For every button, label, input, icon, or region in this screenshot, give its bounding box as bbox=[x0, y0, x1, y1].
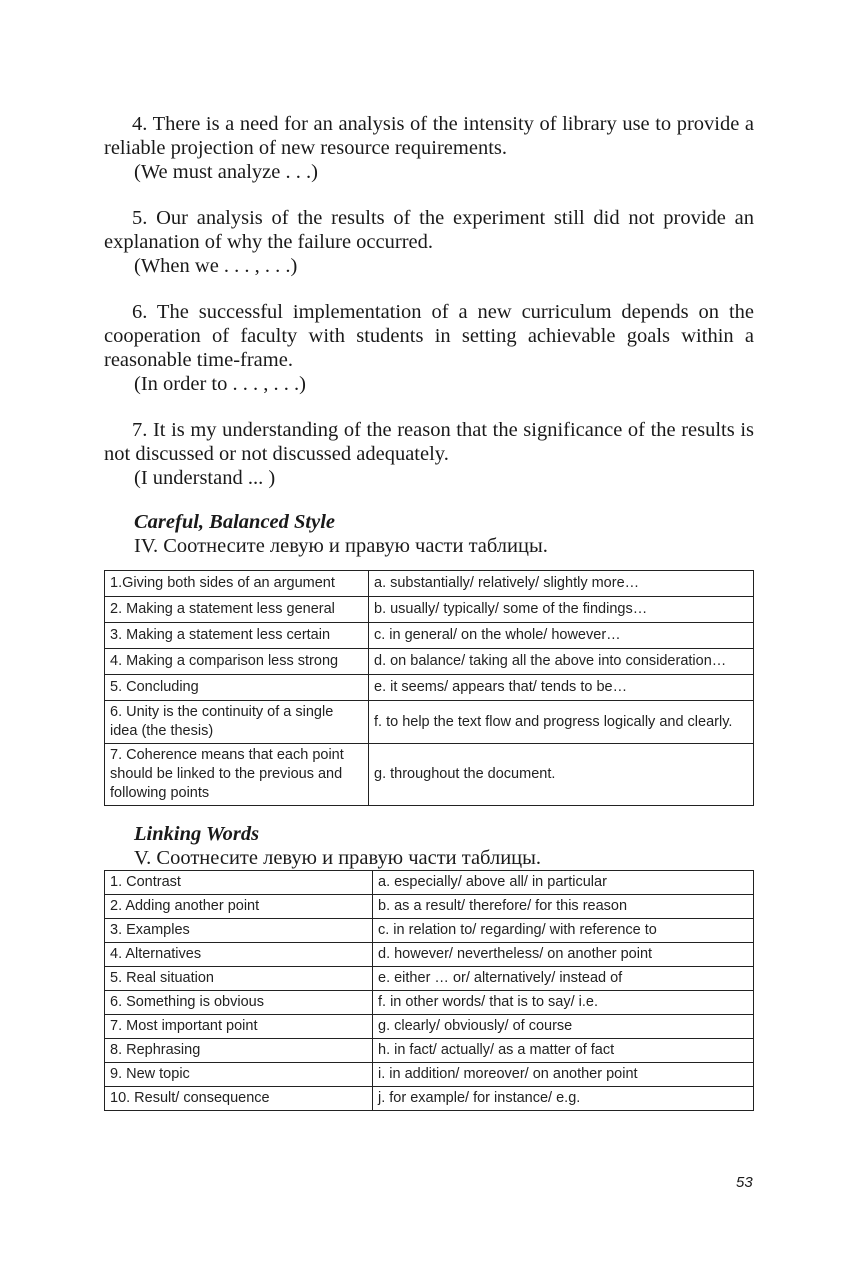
table-row bbox=[105, 597, 754, 623]
exercise-text: 4. There is a need for an analysis of the intensity of library use to provide a reliable projection of new resource requirements. bbox=[104, 113, 754, 159]
table-cell-right: d. however/ nevertheless/ on another point bbox=[373, 943, 754, 967]
table-cell-right: b. as a result/ therefore/ for this reason bbox=[373, 895, 754, 919]
table-cell-right: e. it seems/ appears that/ tends to be… bbox=[369, 675, 754, 701]
table-cell-left: 1.Giving both sides of an argument bbox=[105, 571, 369, 597]
exercise-hint: (In order to . . . , . . .) bbox=[134, 373, 306, 395]
table-cell-left: 2. Adding another point bbox=[105, 895, 373, 919]
table-cell-right: h. in fact/ actually/ as a matter of fact bbox=[373, 1039, 754, 1063]
exercise-hint: (I understand ... ) bbox=[134, 467, 276, 489]
section-heading-linking-words: Linking Words bbox=[134, 823, 260, 845]
section-task-v: V. Соотнесите левую и правую части таблицы. bbox=[134, 847, 542, 869]
table-cell-left: 4. Making a comparison less strong bbox=[105, 649, 369, 675]
matching-table-careful-style bbox=[104, 570, 754, 806]
table-cell-left: 4. Alternatives bbox=[105, 943, 373, 967]
table-cell-right: d. on balance/ taking all the above into consideration… bbox=[369, 649, 754, 675]
table-cell-right: g. throughout the document. bbox=[369, 744, 754, 806]
exercise-4 bbox=[104, 112, 754, 184]
exercise-text: 6. The successful implementation of a new curriculum depends on the cooperation of faculty with students in setting achievable goals within a reasonable time-frame. bbox=[104, 301, 754, 371]
table-row bbox=[105, 1087, 754, 1111]
page-content bbox=[104, 112, 754, 1111]
table-cell-left: 8. Rephrasing bbox=[105, 1039, 373, 1063]
table-cell-right: b. usually/ typically/ some of the findings… bbox=[369, 597, 754, 623]
table-cell-right: c. in relation to/ regarding/ with reference to bbox=[373, 919, 754, 943]
table-row bbox=[105, 919, 754, 943]
table-cell-right: e. either … or/ alternatively/ instead of bbox=[373, 967, 754, 991]
matching-table-linking-words bbox=[104, 870, 754, 1111]
table-row bbox=[105, 1039, 754, 1063]
table-cell-right: a. substantially/ relatively/ slightly more… bbox=[369, 571, 754, 597]
table-cell-left: 2. Making a statement less general bbox=[105, 597, 369, 623]
page-number: 53 bbox=[736, 1174, 753, 1191]
exercise-hint: (When we . . . , . . .) bbox=[134, 255, 298, 277]
table-row bbox=[105, 895, 754, 919]
table-row bbox=[105, 571, 754, 597]
table-cell-left: 10. Result/ consequence bbox=[105, 1087, 373, 1111]
table-row bbox=[105, 943, 754, 967]
table-row bbox=[105, 744, 754, 806]
table-cell-left: 3. Making a statement less certain bbox=[105, 623, 369, 649]
exercise-7 bbox=[104, 418, 754, 490]
table-cell-right: c. in general/ on the whole/ however… bbox=[369, 623, 754, 649]
section-heading-careful-style: Careful, Balanced Style bbox=[134, 511, 336, 533]
table-cell-right: j. for example/ for instance/ e.g. bbox=[373, 1087, 754, 1111]
table-cell-left: 6. Unity is the continuity of a single idea (the thesis) bbox=[105, 701, 369, 744]
table-cell-right: g. clearly/ obviously/ of course bbox=[373, 1015, 754, 1039]
table-row bbox=[105, 675, 754, 701]
table-cell-left: 9. New topic bbox=[105, 1063, 373, 1087]
table-cell-left: 3. Examples bbox=[105, 919, 373, 943]
table-cell-left: 7. Coherence means that each point should be linked to the previous and following points bbox=[105, 744, 369, 806]
table-row bbox=[105, 649, 754, 675]
section-task-iv: IV. Соотнесите левую и правую части таблицы. bbox=[134, 535, 548, 557]
table-cell-left: 5. Real situation bbox=[105, 967, 373, 991]
table-cell-left: 1. Contrast bbox=[105, 871, 373, 895]
exercise-text: 7. It is my understanding of the reason that the significance of the results is not discussed or not discussed adequately. bbox=[104, 419, 754, 465]
table-cell-right: f. in other words/ that is to say/ i.e. bbox=[373, 991, 754, 1015]
exercise-hint: (We must analyze . . .) bbox=[134, 161, 318, 183]
table-cell-right: i. in addition/ moreover/ on another point bbox=[373, 1063, 754, 1087]
table-row bbox=[105, 967, 754, 991]
table-row bbox=[105, 1015, 754, 1039]
table-row bbox=[105, 991, 754, 1015]
table-row bbox=[105, 871, 754, 895]
table-row bbox=[105, 623, 754, 649]
exercise-6 bbox=[104, 300, 754, 396]
table-row bbox=[105, 1063, 754, 1087]
exercise-5 bbox=[104, 206, 754, 278]
exercise-text: 5. Our analysis of the results of the experiment still did not provide an explanation of why the failure occurred. bbox=[104, 207, 754, 253]
table-cell-left: 6. Something is obvious bbox=[105, 991, 373, 1015]
table-row bbox=[105, 701, 754, 744]
table-cell-right: a. especially/ above all/ in particular bbox=[373, 871, 754, 895]
table-cell-right: f. to help the text flow and progress logically and clearly. bbox=[369, 701, 754, 744]
table-cell-left: 7. Most important point bbox=[105, 1015, 373, 1039]
table-cell-left: 5. Concluding bbox=[105, 675, 369, 701]
